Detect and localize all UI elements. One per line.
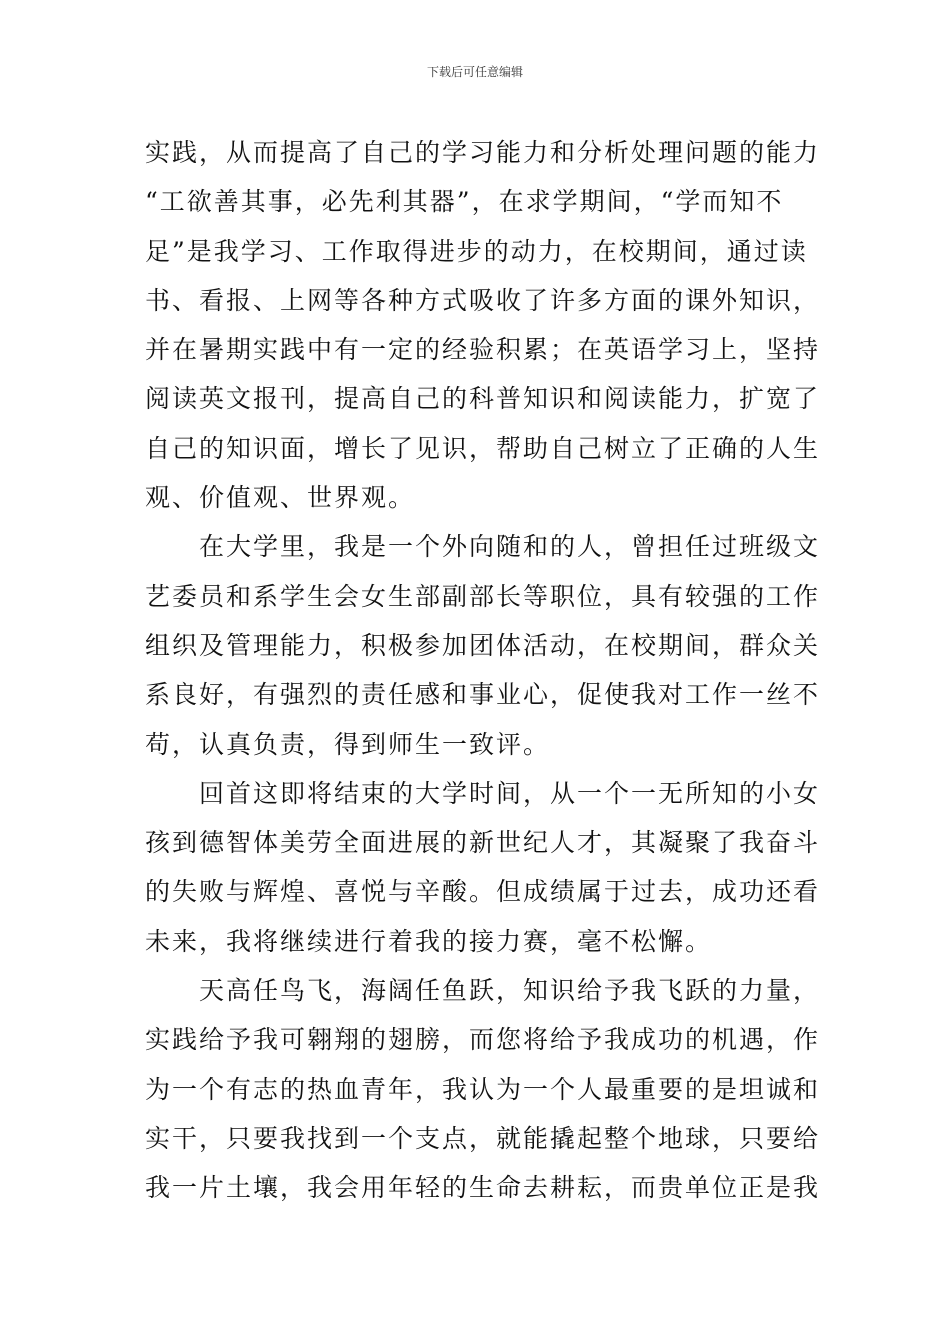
text-line: 足”是我学习、工作取得进步的动力，在校期间，通过读 — [145, 236, 808, 266]
text-line: 并在暑期实践中有一定的经验积累；在英语学习上，坚持 — [145, 335, 821, 365]
text-line: 实践给予我可翱翔的翅膀，而您将给予我成功的机遇，作 — [145, 1025, 821, 1055]
text-line: 实干，只要我找到一个支点，就能撬起整个地球，只要给 — [145, 1123, 821, 1153]
text-line: 阅读英文报刊，提高自己的科普知识和阅读能力，扩宽了 — [145, 384, 821, 414]
text-line: 在大学里，我是一个外向随和的人，曾担任过班级文 — [145, 532, 821, 562]
text-line: 组织及管理能力，积极参加团体活动，在校期间，群众关 — [145, 630, 821, 660]
text-line: 天高任鸟飞，海阔任鱼跃，知识给予我飞跃的力量， — [145, 976, 821, 1006]
text-line: 自己的知识面，增长了见识，帮助自己树立了正确的人生 — [145, 433, 821, 463]
text-line: 艺委员和系学生会女生部副部长等职位，具有较强的工作 — [145, 581, 821, 611]
text-line: 书、看报、上网等各种方式吸收了许多方面的课外知识， — [145, 285, 821, 315]
text-line: 孩到德智体美劳全面进展的新世纪人才，其凝聚了我奋斗 — [145, 828, 821, 858]
text-line: 未来，我将继续进行着我的接力赛，毫不松懈。 — [145, 926, 713, 956]
text-line: 系良好，有强烈的责任感和事业心，促使我对工作一丝不 — [145, 680, 821, 710]
text-line: 我一片土壤，我会用年轻的生命去耕耘，而贵单位正是我 — [145, 1173, 821, 1203]
text-line: 实践，从而提高了自己的学习能力和分析处理问题的能力 — [145, 138, 821, 167]
text-line: 苟，认真负责，得到师生一致评。 — [145, 729, 551, 759]
page-header: 下载后可任意编辑 — [426, 65, 523, 79]
text-line: 观、价值观、世界观。 — [145, 483, 416, 513]
document-body — [145, 128, 821, 1213]
text-line: 回首这即将结束的大学时间，从一个一无所知的小女 — [145, 778, 821, 808]
text-line: “工欲善其事，必先利其器”，在求学期间，“学而知不 — [145, 187, 784, 217]
text-line: 为一个有志的热血青年，我认为一个人最重要的是坦诚和 — [145, 1074, 821, 1104]
text-line: 的失败与辉煌、喜悦与辛酸。但成绩属于过去，成功还看 — [145, 877, 821, 907]
